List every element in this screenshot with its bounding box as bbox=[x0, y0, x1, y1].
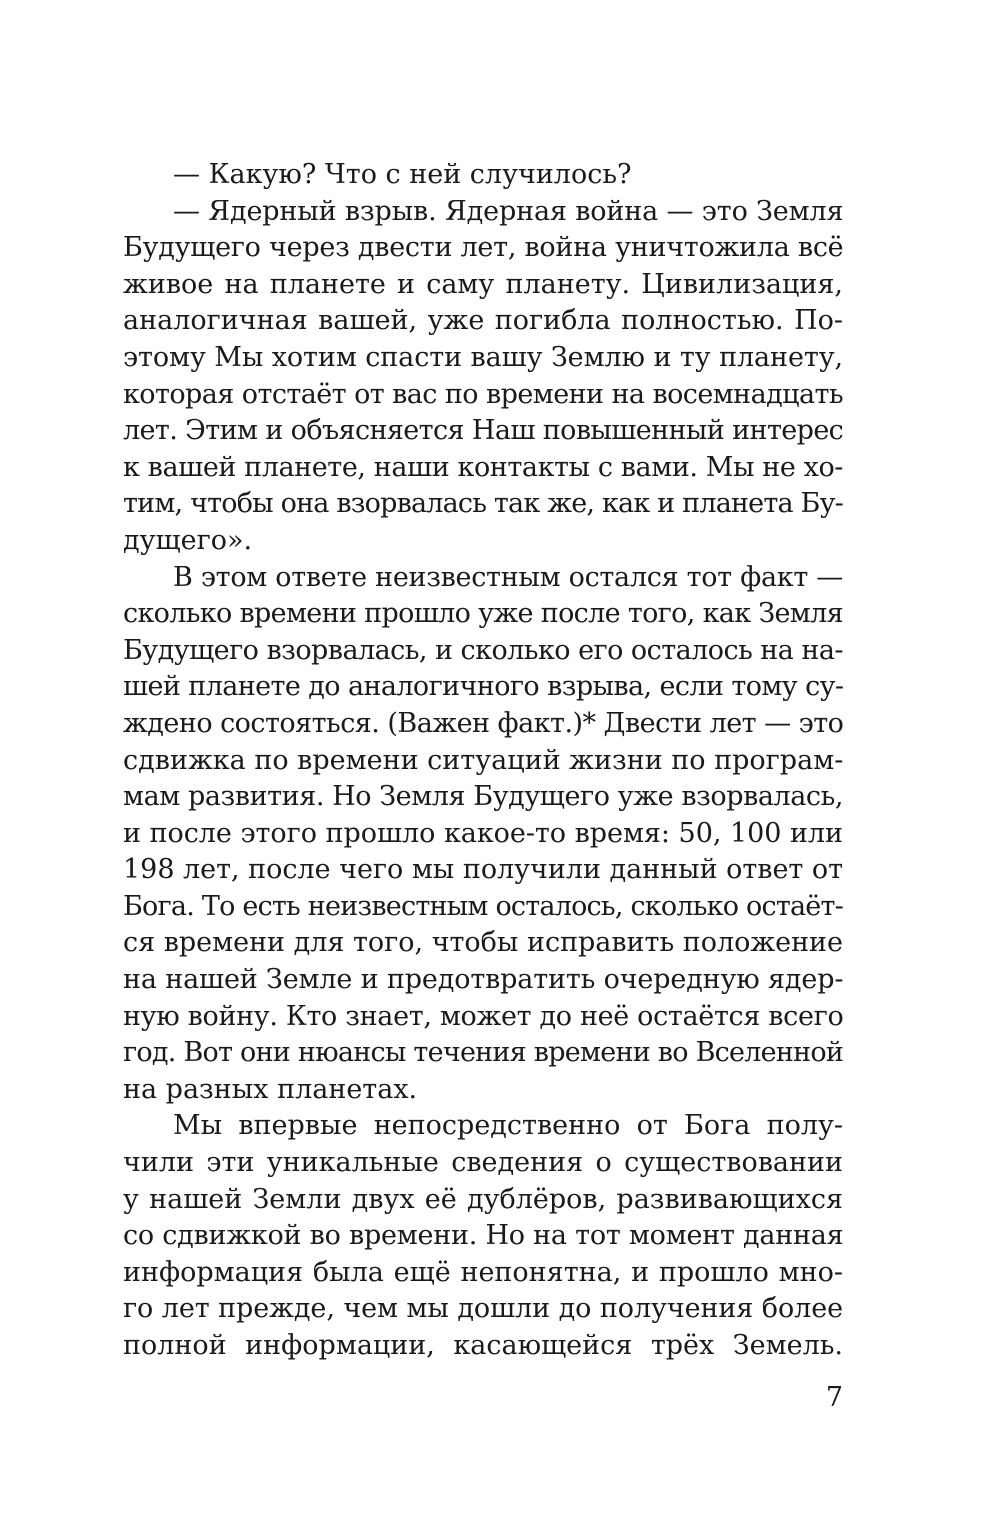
paragraph bbox=[123, 157, 843, 194]
paragraph bbox=[123, 194, 843, 560]
text-line: чили эти уникальные сведения о существовании bbox=[123, 1147, 843, 1179]
text-line: ждено состояться. (Важен факт.)* Двести лет — это bbox=[123, 707, 844, 739]
text-line: на нашей Земле и предотвратить очередную ядер- bbox=[123, 964, 844, 996]
text-line: этому Мы хотим спасти вашу Землю и ту планету, bbox=[123, 341, 843, 373]
text-line: со сдвижкой во времени. Но на тот момент данная bbox=[123, 1220, 844, 1252]
page-number: 7 bbox=[825, 1382, 843, 1413]
text-line: и после этого прошло какое-то время: 50, 100 или bbox=[123, 817, 843, 849]
text-line: дущего». bbox=[123, 524, 253, 556]
text-line: полной информации, касающейся трёх Земель. bbox=[123, 1330, 843, 1361]
text-line: 198 лет, после чего мы получили данный ответ от bbox=[123, 854, 844, 886]
text-line: Будущего через двести лет, война уничтожила всё bbox=[123, 232, 844, 264]
text-line: Мы впервые непосредственно от Бога полу- bbox=[173, 1110, 843, 1142]
text-line: Бога. То есть неизвестным осталось, сколько остаёт- bbox=[123, 890, 843, 922]
text-line: шей планете до аналогичного взрыва, если тому су- bbox=[123, 671, 844, 703]
text-line: живое на планете и саму планету. Цивилизация, bbox=[123, 268, 843, 300]
text-line: лет. Этим и объясняется Наш повышенный интерес bbox=[123, 415, 844, 447]
text-line: сдвижка по времени ситуаций жизни по програм- bbox=[123, 744, 844, 776]
text-line: ную войну. Кто знает, может до неё остаётся всего bbox=[123, 1000, 844, 1032]
text-line: тим, чтобы она взорвалась так же, как и планета Бу- bbox=[123, 488, 843, 520]
text-line: го лет прежде, чем мы дошли до получения более bbox=[123, 1293, 843, 1325]
paragraph bbox=[123, 1108, 843, 1364]
paragraph bbox=[123, 560, 843, 1109]
text-line: аналогичная вашей, уже погибла полностью. По- bbox=[123, 305, 843, 337]
text-line: у нашей Земли двух её дублёров, развивающихся bbox=[123, 1183, 843, 1215]
text-line: Будущего взорвалась, и сколько его осталось на на- bbox=[123, 634, 843, 666]
text-line: — Какую? Что с ней случилось? bbox=[173, 159, 632, 190]
text-line: которая отстаёт от вас по времени на восемнадцать bbox=[123, 378, 843, 410]
text-line: ся времени для того, чтобы исправить положение bbox=[123, 927, 843, 959]
text-line: мам развития. Но Земля Будущего уже взорвалась, bbox=[123, 781, 844, 813]
text-line: год. Вот они нюансы течения времени во Вселенной bbox=[123, 1037, 844, 1069]
text-line: В этом ответе неизвестным остался тот факт — bbox=[173, 561, 843, 593]
text-line: на разных планетах. bbox=[123, 1073, 418, 1105]
text-line: сколько времени прошло уже после того, как Земля bbox=[123, 598, 843, 630]
text-line: — Ядерный взрыв. Ядерная война — это Земля bbox=[173, 195, 844, 227]
text-line: к вашей планете, наши контакты с вами. Мы не хо- bbox=[123, 451, 843, 483]
text-line: информация была ещё непонятна, и прошло мно- bbox=[123, 1256, 843, 1288]
page-text bbox=[123, 157, 843, 1365]
